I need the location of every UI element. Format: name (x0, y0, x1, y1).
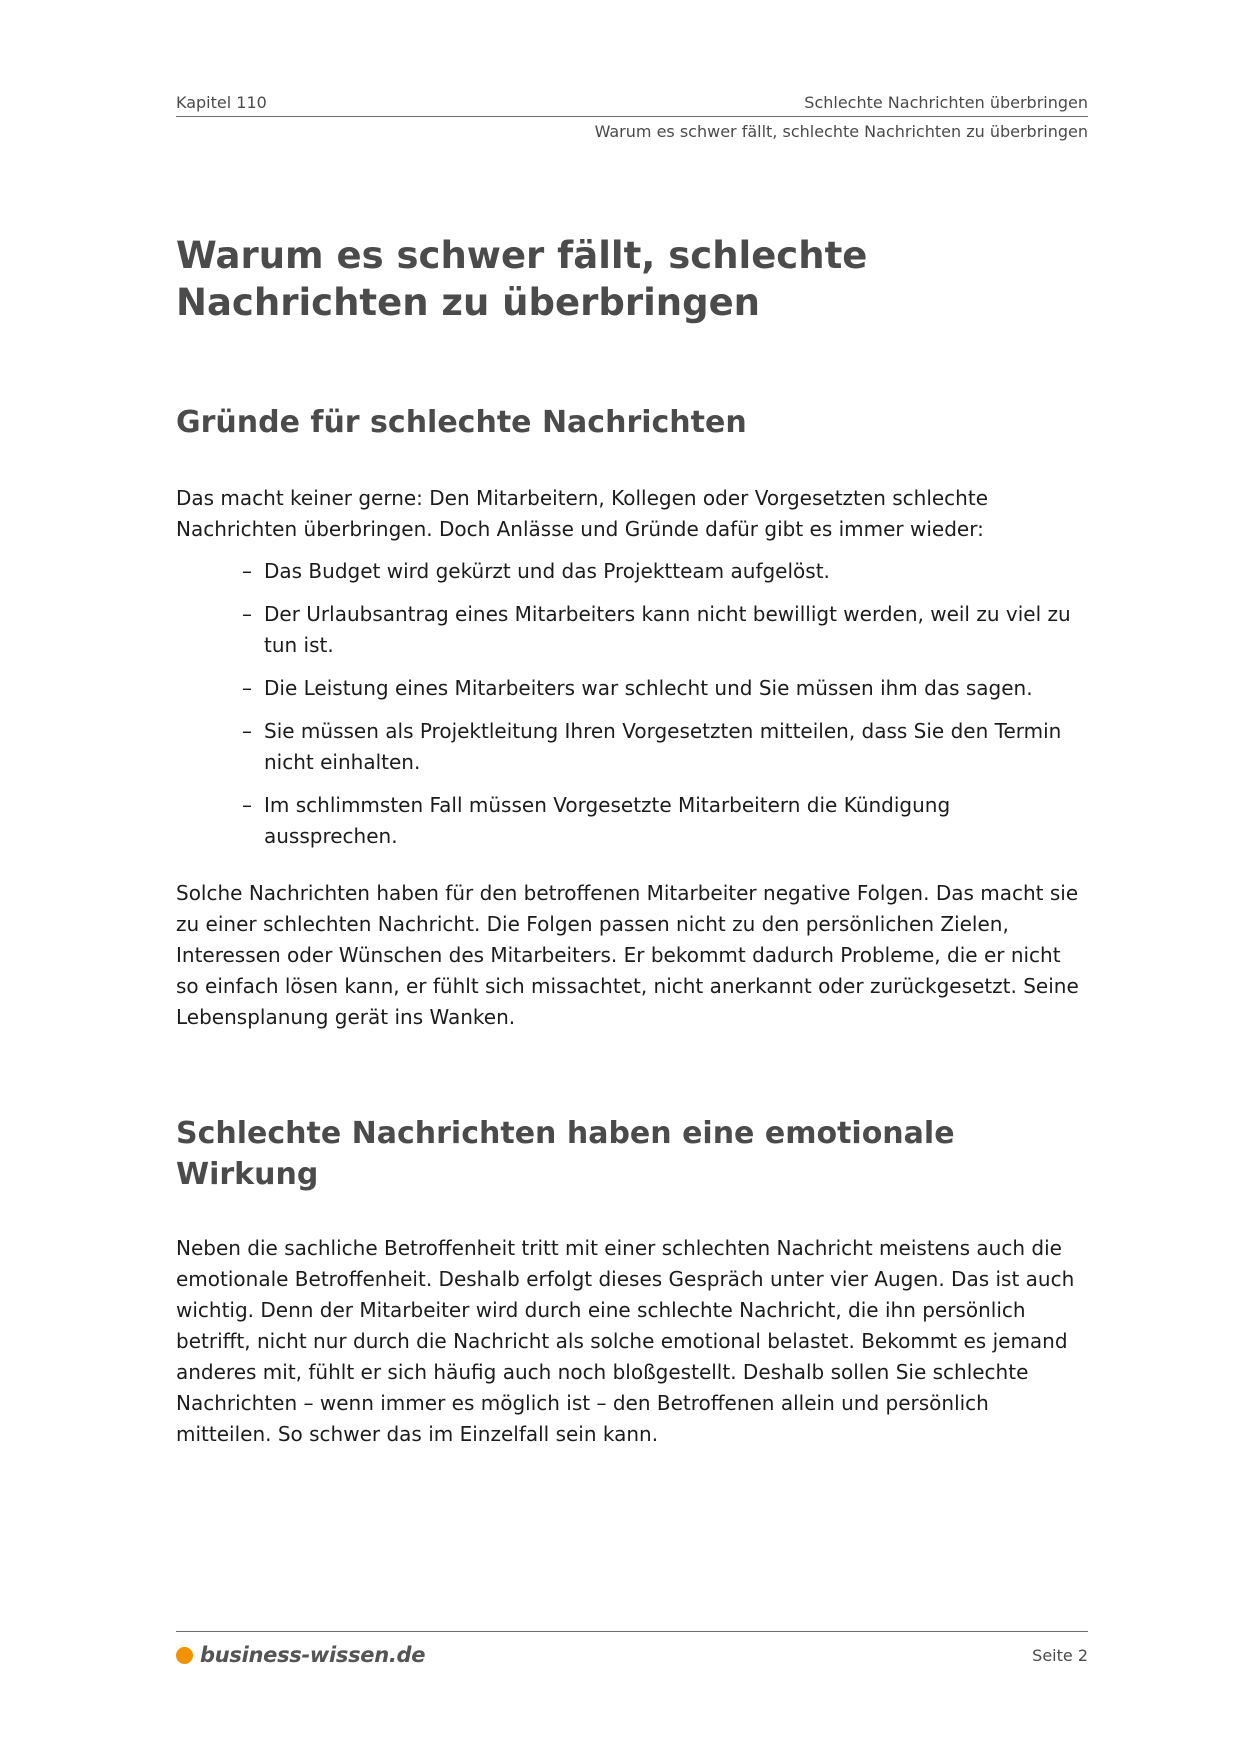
section-heading-reasons: Gründe für schlechte Nachrichten (176, 405, 747, 440)
logo-text: business-wissen.de (200, 1643, 426, 1667)
list-item (242, 556, 1088, 587)
list-item-text: Sie müssen als Projektleitung Ihren Vorgesetzten mitteilen, dass Sie den Termin nicht einhalten. (264, 719, 1062, 774)
document-page (176, 0, 1088, 1754)
dash-marker: – (242, 793, 252, 817)
page-footer (176, 1631, 1088, 1668)
consequence-paragraph: Solche Nachrichten haben für den betroffenen Mitarbeiter negative Folgen. Das macht sie zu einer schlechten Nachricht. Die Folgen passen nicht zu den persönlichen Zielen, Interessen oder Wünschen des Mitarbeiters. Er bekommt dadurch Probleme, die er nicht so einfach lösen kann, er fühlt sich missachtet, nicht anerkannt oder zurückgesetzt. Seine Lebensplanung gerät ins Wanken. (176, 881, 1079, 1029)
footer-row (176, 1642, 1088, 1668)
page-header (176, 92, 1088, 143)
dash-marker: – (242, 676, 252, 700)
list-item-text: Im schlimmsten Fall müssen Vorgesetzte Mitarbeitern die Kündigung aussprechen. (264, 793, 951, 848)
list-item-text: Der Urlaubsantrag eines Mitarbeiters kann nicht bewilligt werden, weil zu viel zu tun ist. (264, 602, 1071, 657)
header-row (176, 92, 1088, 114)
logo-dot-icon (176, 1647, 193, 1664)
list-item-text: Das Budget wird gekürzt und das Projektteam aufgelöst. (264, 559, 830, 583)
subsection-label: Warum es schwer fällt, schlechte Nachrichten zu überbringen (594, 122, 1088, 141)
list-item (242, 790, 1088, 852)
section-label: Schlechte Nachrichten überbringen (804, 93, 1088, 112)
chapter-label: Kapitel 110 (176, 93, 267, 112)
dash-marker: – (242, 719, 252, 743)
brand-logo (176, 1643, 425, 1667)
intro-paragraph: Das macht keiner gerne: Den Mitarbeitern, Kollegen oder Vorgesetzten schlechte Nachrichten überbringen. Doch Anlässe und Gründe dafür gibt es immer wieder: (176, 486, 988, 541)
page-number: Seite 2 (1032, 1645, 1088, 1665)
list-item (242, 599, 1088, 661)
list-item-text: Die Leistung eines Mitarbeiters war schlecht und Sie müssen ihm das sagen. (264, 676, 1033, 700)
section-heading-emotional: Schlechte Nachrichten haben eine emotionale Wirkung (176, 1116, 955, 1192)
dash-marker: – (242, 559, 252, 583)
main-content (176, 232, 1088, 1450)
list-item (242, 716, 1088, 778)
dash-marker: – (242, 602, 252, 626)
footer-divider (176, 1631, 1088, 1632)
header-divider (176, 116, 1088, 117)
emotional-paragraph: Neben die sachliche Betroffenheit tritt mit einer schlechten Nachricht meistens auch die emotionale Betroffenheit. Deshalb erfolgt dieses Gespräch unter vier Augen. Das ist auch wichtig. Denn der Mitarbeiter wird durch eine schlechte Nachricht, die ihn persönlich betrifft, nicht nur durch die Nachricht als solche emotional belastet. Bekommt es jemand anderes mit, fühlt er sich häufig auch noch bloßgestellt. Deshalb sollen Sie schlechte Nachrichten – wenn immer es möglich ist – den Betroffenen allein und persönlich mitteilen. So schwer das im Einzelfall sein kann. (176, 1236, 1075, 1446)
page-title: Warum es schwer fällt, schlechte Nachrichten zu überbringen (176, 234, 868, 324)
list-item (242, 673, 1088, 704)
reasons-list (176, 556, 1088, 852)
